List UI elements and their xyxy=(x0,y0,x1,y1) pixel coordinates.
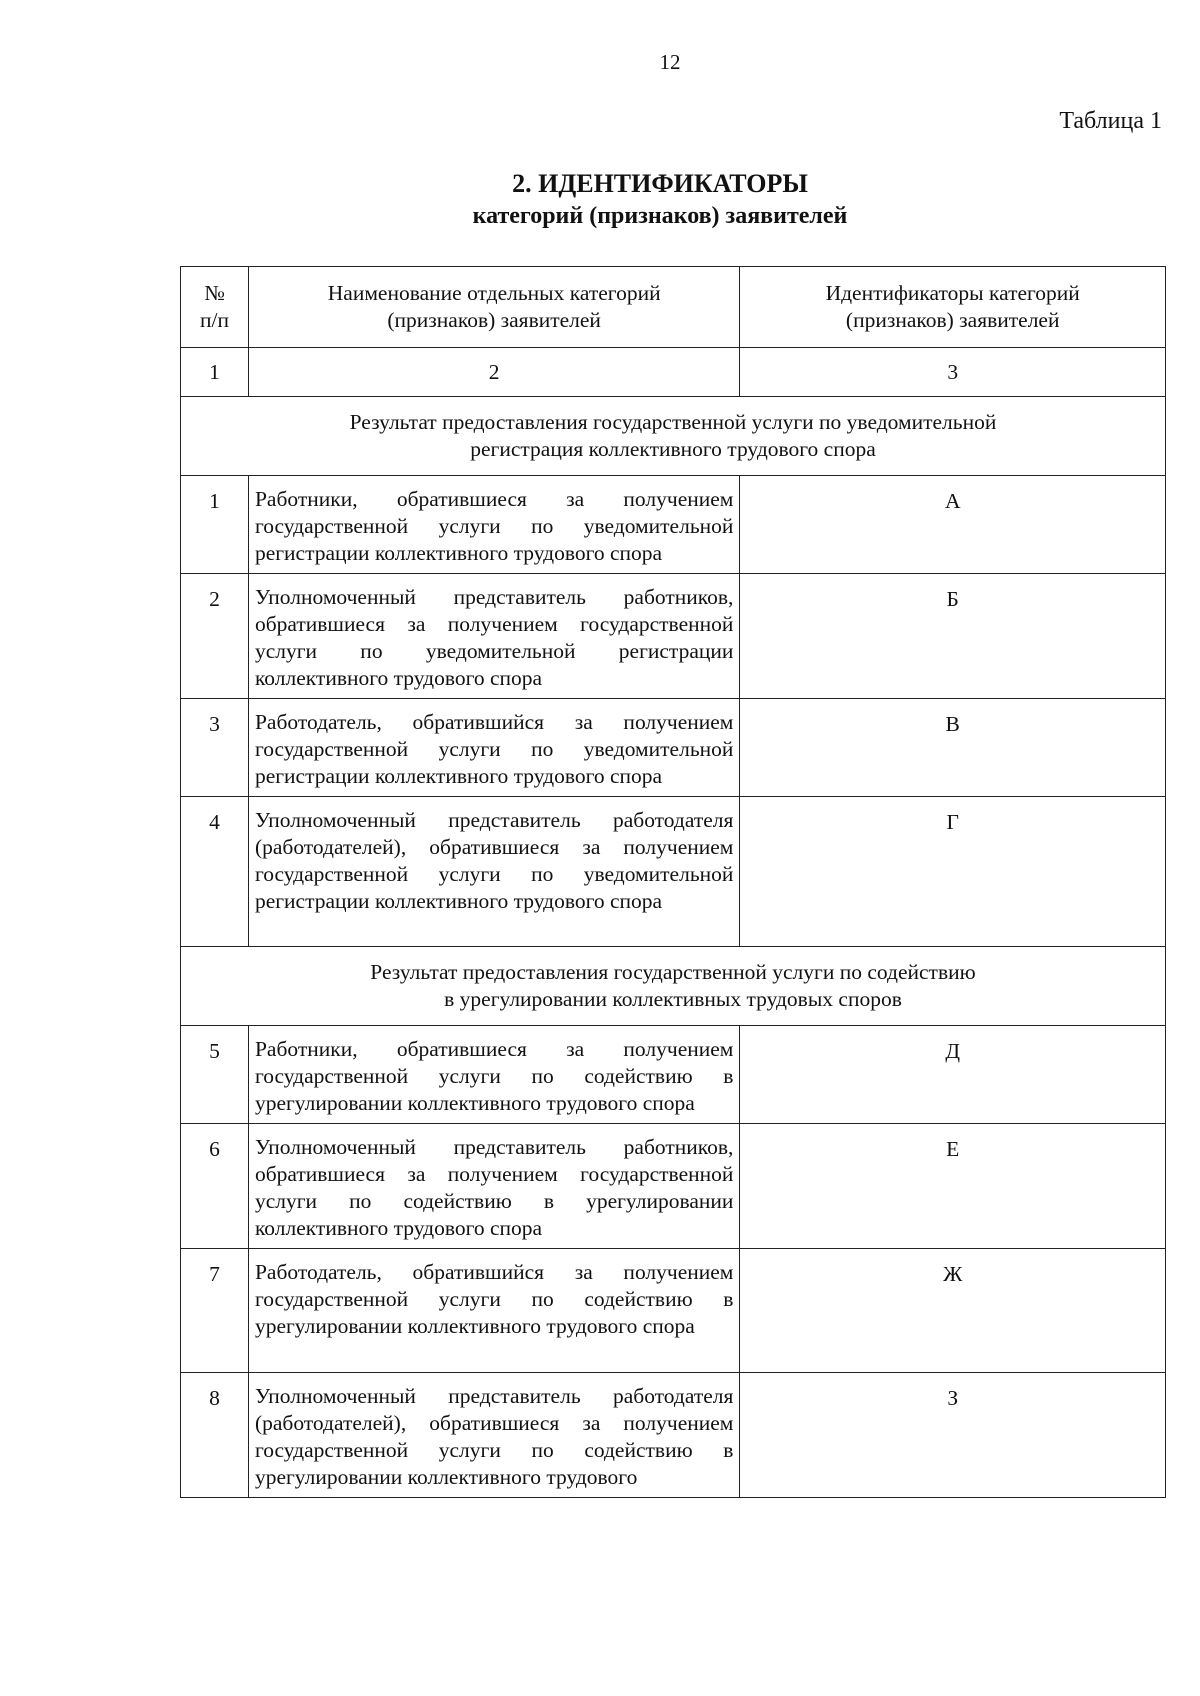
row-identifier: Ж xyxy=(740,1249,1166,1373)
table-row xyxy=(181,574,1166,699)
row-identifier: Д xyxy=(740,1026,1166,1124)
section-title-line2: регистрация коллективного трудового спора xyxy=(470,437,876,461)
row-identifier: А xyxy=(740,476,1166,574)
section-title xyxy=(181,947,1166,1026)
row-category-name: Уполномоченный представитель работодателя (работодателей), обратившиеся за получением государственной услуги по уведомительной регистрации коллективного трудового спора xyxy=(248,797,739,947)
table-row xyxy=(181,476,1166,574)
header-id-line2: (признаков) заявителей xyxy=(845,308,1060,332)
row-category-name: Работодатель, обратившийся за получением государственной услуги по уведомительной регистрации коллективного трудового спора xyxy=(248,699,739,797)
row-number: 7 xyxy=(181,1249,249,1373)
section-title-line1: Результат предоставления государственной услуги по уведомительной xyxy=(349,410,997,434)
table-row xyxy=(181,797,1166,947)
section-title xyxy=(181,397,1166,476)
row-number: 4 xyxy=(181,797,249,947)
title-sub: категорий (признаков) заявителей xyxy=(472,203,848,229)
title-main: 2. ИДЕНТИФИКАТОРЫ xyxy=(512,169,808,198)
header-id-line1: Идентификаторы категорий xyxy=(825,281,1080,305)
row-number: 6 xyxy=(181,1124,249,1249)
column-number-3: 3 xyxy=(740,348,1166,397)
row-number: 5 xyxy=(181,1026,249,1124)
row-number: 3 xyxy=(181,699,249,797)
header-category-name xyxy=(248,267,739,348)
row-identifier: Г xyxy=(740,797,1166,947)
column-number-2: 2 xyxy=(248,348,739,397)
row-number: 8 xyxy=(181,1373,249,1498)
section-row xyxy=(181,397,1166,476)
header-number-line2: п/п xyxy=(199,308,229,332)
header-name-line1: Наименование отдельных категорий xyxy=(327,281,661,305)
row-number: 2 xyxy=(181,574,249,699)
section-row xyxy=(181,947,1166,1026)
row-category-name: Работники, обратившиеся за получением государственной услуги по содействию в урегулировании коллективного трудового спора xyxy=(248,1026,739,1124)
header-number xyxy=(181,267,249,348)
row-category-name: Работодатель, обратившийся за получением государственной услуги по содействию в урегулировании коллективного трудового спора xyxy=(248,1249,739,1373)
header-identifier xyxy=(740,267,1166,348)
table-row xyxy=(181,1373,1166,1498)
row-category-name: Уполномоченный представитель работодателя (работодателей), обратившиеся за получением государственной услуги по содействию в урегулировании коллективного трудового xyxy=(248,1373,739,1498)
page-number: 12 xyxy=(659,50,681,74)
row-identifier: В xyxy=(740,699,1166,797)
table-header-row xyxy=(181,267,1166,348)
table-row xyxy=(181,699,1166,797)
table-row xyxy=(181,1249,1166,1373)
row-identifier: Б xyxy=(740,574,1166,699)
column-number-1: 1 xyxy=(181,348,249,397)
row-category-name: Работники, обратившиеся за получением государственной услуги по уведомительной регистрации коллективного трудового спора xyxy=(248,476,739,574)
section-title-line1: Результат предоставления государственной услуги по содействию xyxy=(370,960,976,984)
identifiers-table xyxy=(180,266,1166,1498)
row-identifier: З xyxy=(740,1373,1166,1498)
header-name-line2: (признаков) заявителей xyxy=(387,308,601,332)
row-number: 1 xyxy=(181,476,249,574)
column-number-row xyxy=(181,348,1166,397)
row-category-name: Уполномоченный представитель работников, обратившиеся за получением государственной услуги по уведомительной регистрации коллективного трудового спора xyxy=(248,574,739,699)
table-row xyxy=(181,1026,1166,1124)
header-number-line1: № xyxy=(204,281,225,305)
section-title-line2: в урегулировании коллективных трудовых споров xyxy=(444,987,902,1011)
row-category-name: Уполномоченный представитель работников, обратившиеся за получением государственной услуги по содействию в урегулировании коллективного трудового спора xyxy=(248,1124,739,1249)
table-row xyxy=(181,1124,1166,1249)
row-identifier: Е xyxy=(740,1124,1166,1249)
table-label: Таблица 1 xyxy=(1059,108,1162,134)
document-title xyxy=(380,168,940,232)
